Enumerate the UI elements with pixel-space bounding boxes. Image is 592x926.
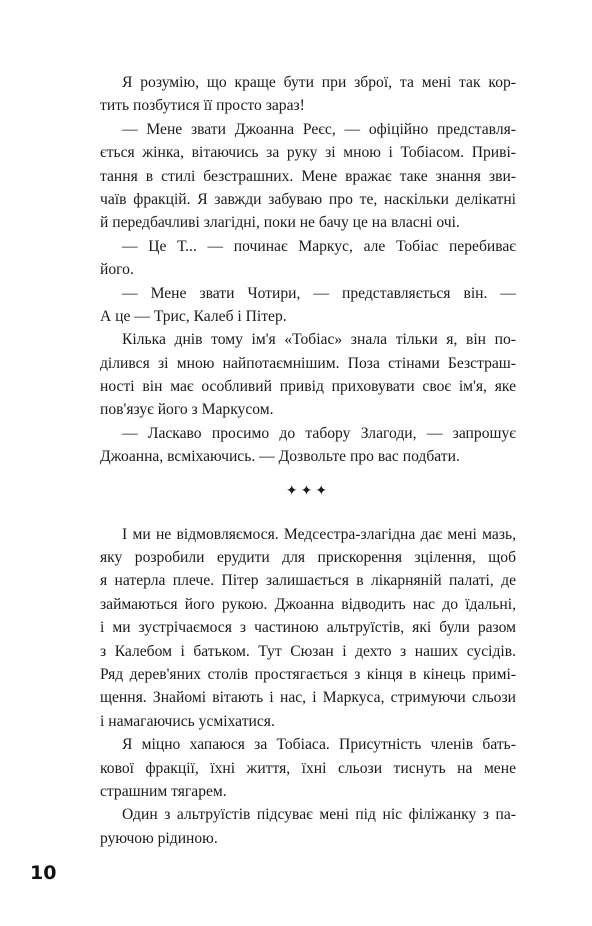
text-line: — Мене звати Джоанна Реєс, — офіційно представля- (122, 120, 516, 138)
text-line: яку розробили ерудити для прискорення зцілення, щоб (100, 549, 516, 567)
text-line: руючою рідиною. (100, 829, 218, 847)
paragraph (100, 422, 516, 469)
paragraph (100, 803, 516, 850)
text-line: тить позбутися її просто зараз! (100, 97, 305, 115)
text-line: Ряд дерев'яних столів простягається з кінця в кінець примі- (100, 665, 516, 683)
text-line: А це — Трис, Калеб і Пітер. (100, 307, 287, 325)
text-line: Джоанна, всміхаючись. — Дозвольте про вас подбати. (100, 448, 460, 466)
page-number: 10 (30, 862, 57, 884)
text-line: І ми не відмовляємося. Медсестра-злагідна дає мені мазь, (122, 525, 516, 543)
text-line: й передбачливі злагідні, поки не бачу це на власні очі. (100, 214, 460, 232)
text-line: Кілька днів тому ім'я «Тобіас» знала тільки я, він по- (122, 331, 516, 349)
text-line: — Ласкаво просимо до табору Злагоди, — запрошує (122, 424, 516, 442)
text-line: з Калебом і батьком. Тут Сюзан і дехто з наших сусідів. (100, 642, 516, 660)
text-line: Я міцно хапаюся за Тобіаса. Присутність членів бать- (122, 736, 516, 754)
paragraph (100, 733, 516, 803)
paragraph (100, 71, 516, 118)
text-line: — Мене звати Чотири, — представляється він. — (122, 284, 516, 302)
text-line: тання в стилі безстрашних. Мене вражає таке знання зви- (100, 167, 516, 185)
text-line: щення. Знайомі вітають і нас, і Маркуса, стримуючи сльози (100, 689, 516, 707)
text-line: Один з альтруїстів підсуває мені під ніс філіжанку з па- (122, 806, 516, 824)
text-line: займаються його рукою. Джоанна відводить нас до їдальні, (100, 595, 516, 613)
text-line: і намагаючись усміхатися. (100, 712, 275, 730)
paragraph (100, 328, 516, 422)
paragraph (100, 118, 516, 235)
section-break-ornament: ✦✦✦ (285, 483, 331, 499)
text-line: Я розумію, що краще бути при зброї, та мені так кор- (122, 74, 516, 91)
text-line: його. (100, 261, 134, 279)
text-line: пов'язує його з Маркусом. (100, 401, 274, 419)
paragraph (100, 523, 516, 734)
text-line: чаїв фракцій. Я завжди забуваю про те, наскільки делікатні (100, 190, 516, 208)
paragraph (100, 282, 516, 329)
text-line: і ми зустрічаємося з частиною альтруїстів, які були разом (100, 619, 516, 637)
text-line: — Це Т... — починає Маркус, але Тобіас перебиває (122, 237, 516, 255)
text-line: ності він має особливий привід приховувати своє ім'я, яке (100, 378, 516, 396)
text-line: кової фракції, їхні життя, їхні сльози тиснуть на мене (100, 759, 516, 777)
text-line: я натерла плече. Пітер залишається в лікарняній палаті, де (100, 572, 516, 590)
text-line: ділився зі мною найпотаємнішим. Поза стінами Безстраш- (100, 354, 516, 372)
paragraph (100, 235, 516, 282)
text-line: страшним тягарем. (100, 782, 227, 800)
text-line: ється жінка, вітаючись за руку зі мною і Тобіасом. Приві- (100, 144, 516, 162)
page-text (100, 71, 516, 850)
